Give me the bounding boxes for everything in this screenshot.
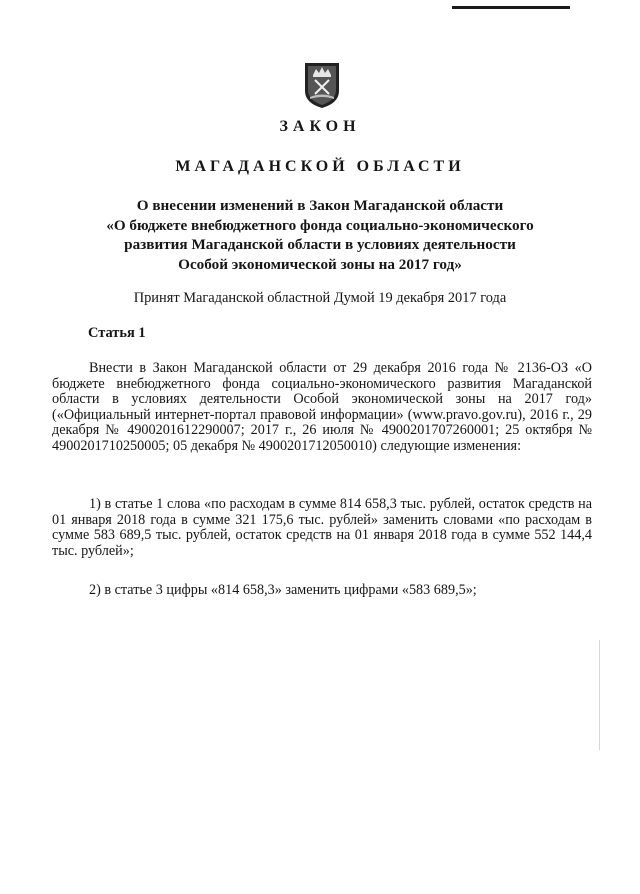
- subject-line: Особой экономической зоны на 2017 год»: [178, 255, 462, 273]
- article-heading: Статья 1: [88, 325, 146, 341]
- scan-edge-line: [599, 640, 600, 750]
- intro-paragraph: Внести в Закон Магаданской области от 29 декабря 2016 года № 2136-ОЗ «О бюджете внебюджетного фонда социально-экономического развития Магаданской области в условиях деятельности Особой экономической зоны на 2017 год» («Официальный интернет-портал правовой информации» (www.pravo.gov.ru), 2016 г., 29 декабря № 4900201612290007; 2017 г., 26 июля № 4900201707260001; 25 октября № 4900201710250005; 05 декабря № 4900201712050010) следующие изменения:: [52, 360, 592, 454]
- law-subject: [60, 196, 580, 274]
- subject-line: развития Магаданской области в условиях деятельности: [124, 236, 516, 253]
- adoption-line: Принят Магаданской областной Думой 19 декабря 2017 года: [133, 290, 507, 306]
- amendment-item-2: 2) в статье 3 цифры «814 658,3» заменить цифрами «583 689,5»;: [89, 582, 477, 598]
- subject-line: О внесении изменений в Закон Магаданской области: [136, 197, 504, 214]
- amendment-item-1: 1) в статье 1 слова «по расходам в сумме 814 658,3 тыс. рублей, остаток средств на 01 января 2018 года в сумме 321 175,6 тыс. рублей» заменить словами «по расходам в сумме 583 689,5 тыс. рублей, остаток средств на 01 января 2018 года в сумме 552 144,4 тыс. рублей»;: [52, 496, 592, 559]
- coat-of-arms-emblem: [303, 61, 341, 109]
- region-title: МАГАДАНСКОЙ ОБЛАСТИ: [175, 158, 465, 175]
- law-title: ЗАКОН: [279, 118, 361, 135]
- subject-line: «О бюджете внебюджетного фонда социально-экономического: [106, 216, 534, 234]
- scan-mark: [452, 6, 570, 9]
